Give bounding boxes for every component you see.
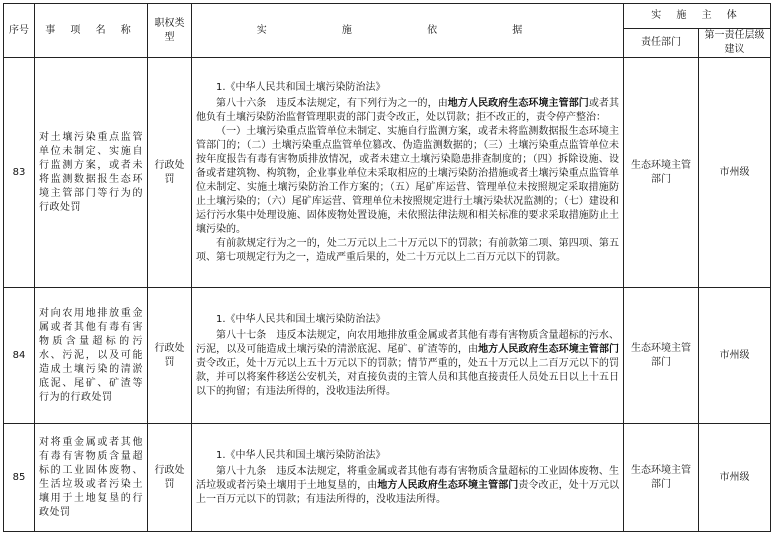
table-row	[4, 288, 771, 424]
law-title: 1.《中华人民共和国土壤污染防治法》	[216, 449, 386, 461]
table-row	[4, 424, 771, 532]
row-no: 84	[4, 288, 35, 424]
law-paragraph: 第八十七条 违反本法规定，向农用地排放重金属或者其他有毒有害物质含量超标的污水、污泥，以及可能造成土壤污染的清淤底泥、尾矿、矿渣等的，由地方人民政府生态环境主管部门责令改正，处十万元以上五十万元以下的罚款；情节严重的，处五十万元以上二百万元以下的罚款，并可以将案件移送公安机关，对直接负责的主管人员和其他直接责任人员处五日以上十五日以下的拘留；有违法所得的，没收违法所得。	[196, 329, 620, 397]
row-type: 行政处罚	[148, 424, 192, 532]
law-paragraph: （一）土壤污染重点监管单位未制定、实施自行监测方案，或者未将监测数据报生态环境主管部门的；（二）土壤污染重点监管单位篡改、伪造监测数据的；（三）土壤污染重点监管单位未按年度报告有毒有害物质排放情况，或者未建立土壤污染隐患排查制度的；（四）拆除设施、设备或者建筑物、构筑物，企业事业单位未采取相应的土壤污染防治措施或者土壤污染重点监管单位未制定、实施土壤污染防治工作方案的；（五）尾矿库运营、管理单位未按照规定采取措施防止土壤污染的；（六）尾矿库运营、管理单位未按照规定进行土壤污染状况监测的；（七）建设和运行污水集中处理设施、固体废物处置设施，未依照法律法规和相关标准的要求采取措施防止土壤污染的。	[196, 125, 619, 235]
law-paragraph: 有前款规定行为之一的，处二万元以上二十万元以下的罚款；有前款第二项、第四项、第五项、第七项规定行为之一，造成严重后果的，处二十万元以上二百万元以下的罚款。	[196, 237, 619, 263]
row-name: 对将重金属或者其他有毒有害物质含量超标的工业固体废物、生活垃圾或者污染土壤用于土地复垦的行政处罚	[35, 424, 148, 532]
row-dept: 生态环境主管部门	[624, 288, 699, 424]
row-type: 行政处罚	[148, 58, 192, 288]
row-level: 市州级	[699, 424, 771, 532]
law-title: 1.《中华人民共和国土壤污染防治法》	[216, 81, 386, 93]
row-name: 对向农用地排放重金属或者其他有毒有害物质含量超标的污水、污泥，以及可能造成土壤污染的清淤底泥、尾矿、矿渣等行为的行政处罚	[35, 288, 148, 424]
law-paragraph: 第八十九条 违反本法规定，将重金属或者其他有毒有害物质含量超标的工业固体废物、生活垃圾或者污染土壤用于土地复垦的，由地方人民政府生态环境主管部门责令改正，处十万元以上一百万元以下的罚款；有违法所得的，没收违法所得。	[196, 465, 620, 505]
law-table	[3, 3, 771, 532]
row-basis	[192, 58, 624, 288]
header-dept: 责任部门	[624, 29, 699, 58]
header-type: 职权类型	[148, 4, 192, 58]
header-subject: 实 施 主 体	[624, 4, 771, 29]
law-paragraph: 第八十六条 违反本法规定，有下列行为之一的，由地方人民政府生态环境主管部门或者其他负有土壤污染防治监督管理职责的部门责令改正，处以罚款；拒不改正的，责令停产整治：	[196, 97, 620, 123]
row-dept: 生态环境主管部门	[624, 424, 699, 532]
row-type: 行政处罚	[148, 288, 192, 424]
header-level: 第一责任层级建议	[699, 29, 771, 58]
row-level: 市州级	[699, 288, 771, 424]
row-no: 85	[4, 424, 35, 532]
row-dept: 生态环境主管部门	[624, 58, 699, 288]
row-basis	[192, 288, 624, 424]
table-row	[4, 58, 771, 288]
header-basis: 实 施 依 据	[192, 4, 624, 58]
row-name: 对土壤污染重点监管单位未制定、实施自行监测方案，或者未将监测数据报生态环境主管部门等行为的行政处罚	[35, 58, 148, 288]
row-no: 83	[4, 58, 35, 288]
row-basis	[192, 424, 624, 532]
header-name: 事 项 名 称	[35, 4, 148, 58]
row-level: 市州级	[699, 58, 771, 288]
header-no: 序号	[4, 4, 35, 58]
law-title: 1.《中华人民共和国土壤污染防治法》	[216, 313, 386, 325]
